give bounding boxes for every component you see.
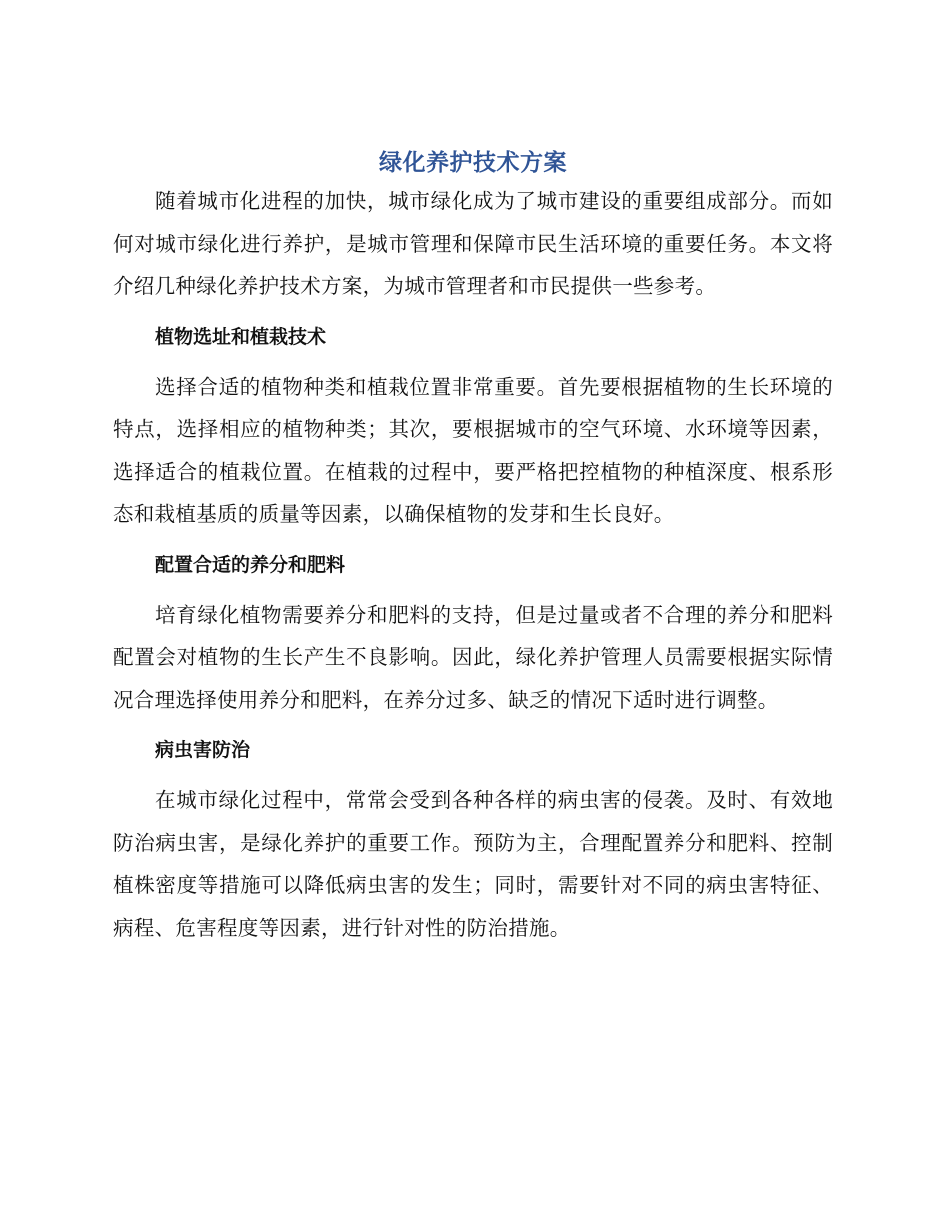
section-body-pest-control: 在城市绿化过程中，常常会受到各种各样的病虫害的侵袭。及时、有效地防治病虫害，是绿化养护的重要工作。预防为主，合理配置养分和肥料、控制植株密度等措施可以降低病虫害的发生；同时，需要针对不同的病虫害特征、病程、危害程度等因素，进行针对性的防治措施。 — [113, 788, 833, 940]
intro-paragraph: 随着城市化进程的加快，城市绿化成为了城市建设的重要组成部分。而如何对城市绿化进行养护，是城市管理和保障市民生活环境的重要任务。本文将介绍几种绿化养护技术方案，为城市管理者和市民提供一些参考。 — [113, 189, 833, 298]
section-heading-pest-control: 病虫害防治 — [155, 739, 251, 761]
section-heading-plant-siting: 植物选址和植栽技术 — [155, 325, 327, 348]
document-content — [113, 146, 833, 949]
section-body-nutrients: 培育绿化植物需要养分和肥料的支持，但是过量或者不合理的养分和肥料配置会对植物的生长产生不良影响。因此，绿化养护管理人员需要根据实际情况合理选择使用养分和肥料，在养分过多、缺乏的情况下适时进行调整。 — [113, 602, 833, 712]
document-title: 绿化养护技术方案 — [379, 150, 567, 176]
section-heading-nutrients: 配置合适的养分和肥料 — [155, 553, 346, 576]
section-body-plant-siting: 选择合适的植物种类和植栽位置非常重要。首先要根据植物的生长环境的特点，选择相应的植物种类；其次，要根据城市的空气环境、水环境等因素，选择适合的植栽位置。在植栽的过程中，要严格把控植物的种植深度、根系形态和栽植基质的质量等因素，以确保植物的发芽和生长良好。 — [113, 374, 833, 526]
